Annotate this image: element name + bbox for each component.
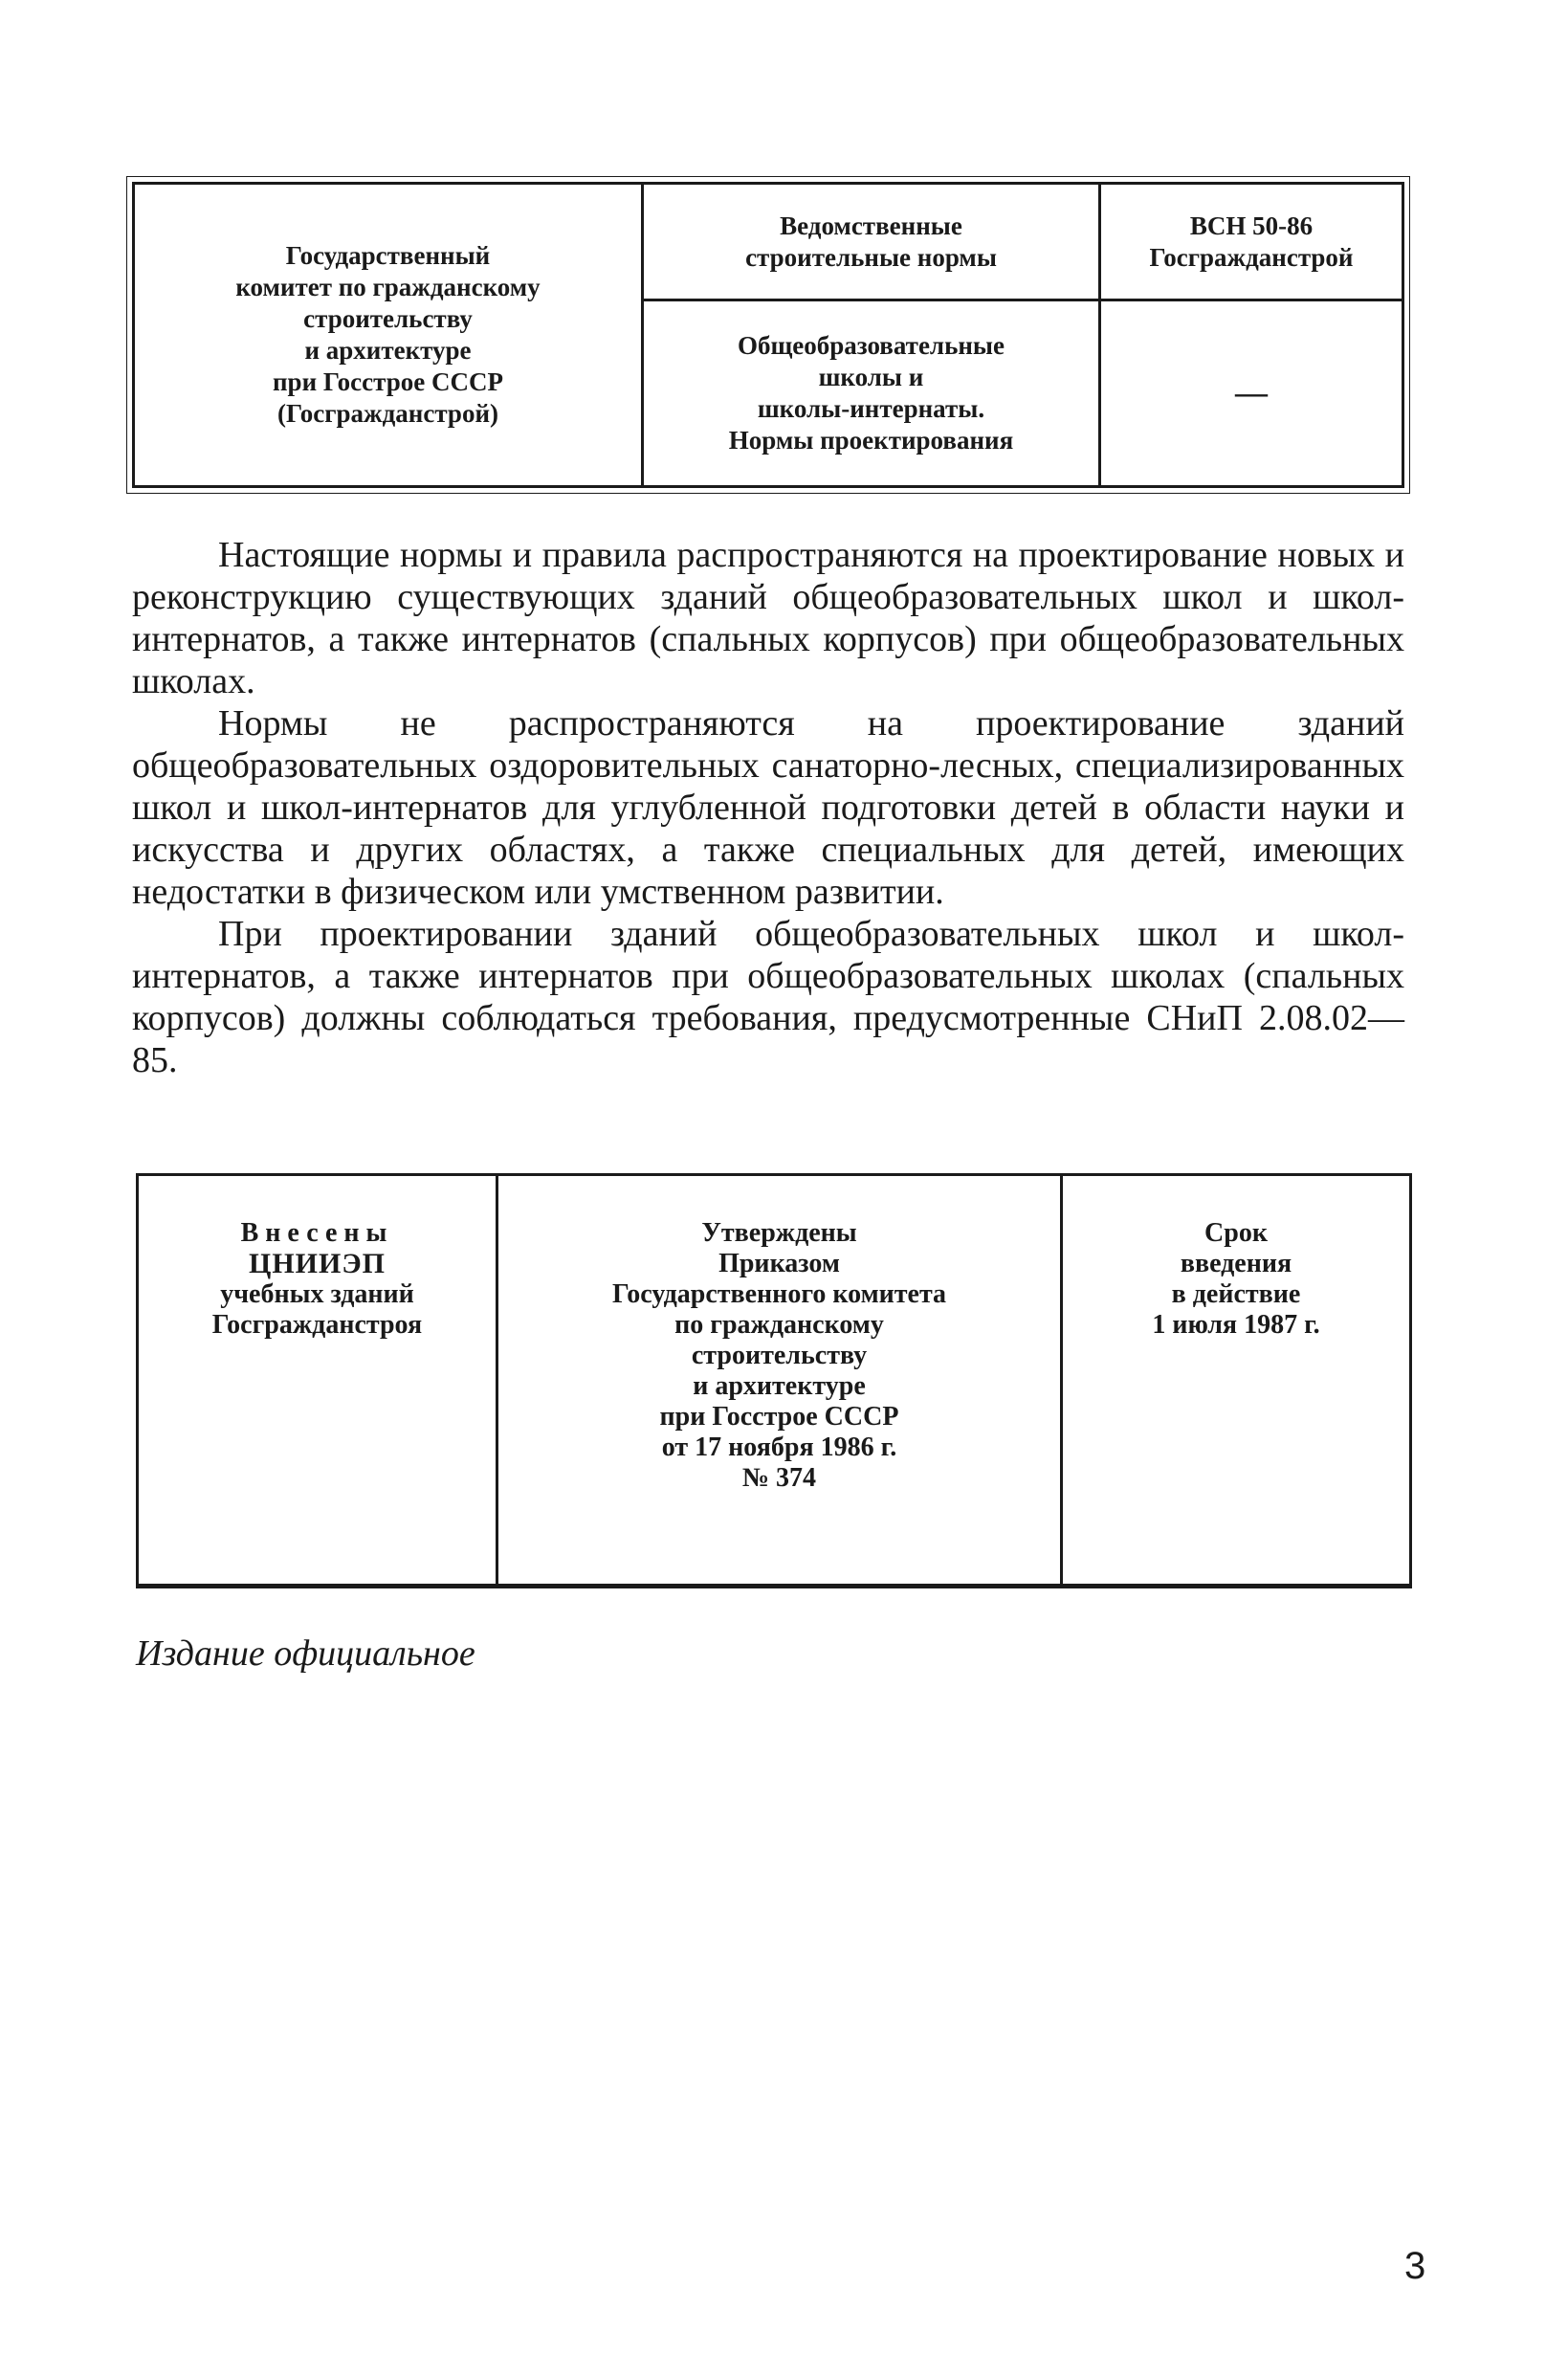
- issuer-cell: [135, 185, 644, 485]
- document-code-text: ВСН 50-86 Госгражданстрой: [1149, 211, 1354, 272]
- approval-table: [136, 1173, 1412, 1588]
- approved-text: Утверждены Приказом Государственного комитета по гражданскому строительству и архитектуре при Госстрое СССР от 17 ноября 1986 г. № 374: [611, 1218, 947, 1493]
- replaces-dash: —: [1235, 375, 1268, 411]
- paragraph-exclusions: Нормы не распространяются на проектирование зданий общеобразовательных оздоровительных санаторно-лесных, специализированных школ и школ-интернатов для углубленной подготовки детей в области науки и искусства и других областях, а также специальных для детей, имеющих недостатки в физическом или умственном развитии.: [132, 703, 1404, 912]
- effective-date-text: Срок введения в действие 1 июля 1987 г.: [1152, 1218, 1320, 1340]
- effective-date-cell: [1063, 1176, 1409, 1584]
- code-cell: [1101, 185, 1402, 301]
- submitted-org: ЦНИИЭП: [248, 1248, 386, 1279]
- document-title-cell: [644, 301, 1101, 485]
- paragraph-requirements: При проектировании зданий общеобразовательных школ и школ-интернатов, а также интернатов при общеобразовательных школах (спальных корпусов) должны соблюдаться требования, предусмотренные СНиП 2.08.02—85.: [132, 914, 1404, 1080]
- norms-type-cell: [644, 185, 1101, 301]
- edition-label: Издание официальное: [136, 1633, 475, 1674]
- header-table: [132, 182, 1404, 488]
- body-text: [132, 534, 1404, 1081]
- submitted-cell: [139, 1176, 498, 1584]
- replaces-cell: [1101, 301, 1402, 485]
- document-title-text: Общеобразовательные школы и школы-интернаты. Нормы проектирования: [728, 331, 1014, 455]
- page-number: 3: [1404, 2245, 1426, 2287]
- submitted-heading: Внесены: [240, 1218, 394, 1248]
- submitted-rest: учебных зданий Госгражданстроя: [211, 1279, 423, 1340]
- approved-cell: [498, 1176, 1063, 1584]
- issuer-text: Государственный комитет по гражданскому строительству и архитектуре при Госстрое СССР (Госгражданстрой): [235, 241, 541, 428]
- paragraph-scope: Настоящие нормы и правила распространяются на проектирование новых и реконструкцию существующих зданий общеобразовательных школ и школ-интернатов, а также интернатов (спальных корпусов) при общеобразовательных школах.: [132, 535, 1404, 701]
- norms-type-text: Ведомственные строительные нормы: [745, 211, 997, 272]
